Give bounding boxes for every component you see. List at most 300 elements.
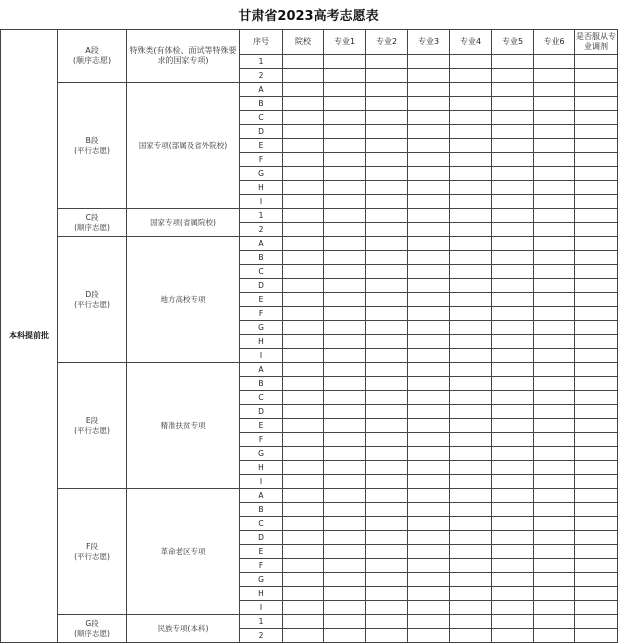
major-input-cell[interactable] (534, 237, 575, 251)
major-input-cell[interactable] (366, 279, 408, 293)
major-input-cell[interactable] (324, 321, 366, 335)
major-input-cell[interactable] (366, 461, 408, 475)
major-input-cell[interactable] (534, 223, 575, 237)
major-input-cell[interactable] (366, 363, 408, 377)
major-input-cell[interactable] (408, 209, 450, 223)
major-input-cell[interactable] (366, 223, 408, 237)
major-input-cell[interactable] (366, 195, 408, 209)
major-input-cell[interactable] (324, 139, 366, 153)
major-input-cell[interactable] (324, 55, 366, 69)
major-input-cell[interactable] (324, 335, 366, 349)
major-input-cell[interactable] (492, 475, 534, 489)
major-input-cell[interactable] (492, 503, 534, 517)
school-input-cell[interactable] (283, 391, 324, 405)
major-input-cell[interactable] (324, 237, 366, 251)
major-input-cell[interactable] (366, 489, 408, 503)
major-input-cell[interactable] (366, 573, 408, 587)
major-input-cell[interactable] (450, 377, 492, 391)
major-input-cell[interactable] (450, 559, 492, 573)
major-input-cell[interactable] (534, 475, 575, 489)
major-input-cell[interactable] (324, 223, 366, 237)
major-input-cell[interactable] (492, 139, 534, 153)
adjust-input-cell[interactable] (575, 503, 618, 517)
adjust-input-cell[interactable] (575, 251, 618, 265)
major-input-cell[interactable] (450, 587, 492, 601)
major-input-cell[interactable] (534, 69, 575, 83)
major-input-cell[interactable] (534, 349, 575, 363)
major-input-cell[interactable] (450, 475, 492, 489)
major-input-cell[interactable] (492, 111, 534, 125)
major-input-cell[interactable] (366, 587, 408, 601)
major-input-cell[interactable] (324, 111, 366, 125)
school-input-cell[interactable] (283, 503, 324, 517)
school-input-cell[interactable] (283, 251, 324, 265)
school-input-cell[interactable] (283, 629, 324, 643)
major-input-cell[interactable] (450, 55, 492, 69)
major-input-cell[interactable] (450, 335, 492, 349)
major-input-cell[interactable] (492, 251, 534, 265)
adjust-input-cell[interactable] (575, 447, 618, 461)
major-input-cell[interactable] (408, 363, 450, 377)
major-input-cell[interactable] (534, 391, 575, 405)
adjust-input-cell[interactable] (575, 489, 618, 503)
adjust-input-cell[interactable] (575, 461, 618, 475)
major-input-cell[interactable] (450, 181, 492, 195)
school-input-cell[interactable] (283, 125, 324, 139)
major-input-cell[interactable] (324, 545, 366, 559)
major-input-cell[interactable] (408, 447, 450, 461)
adjust-input-cell[interactable] (575, 363, 618, 377)
major-input-cell[interactable] (408, 139, 450, 153)
major-input-cell[interactable] (324, 251, 366, 265)
major-input-cell[interactable] (492, 377, 534, 391)
major-input-cell[interactable] (408, 55, 450, 69)
school-input-cell[interactable] (283, 559, 324, 573)
major-input-cell[interactable] (534, 209, 575, 223)
major-input-cell[interactable] (450, 139, 492, 153)
major-input-cell[interactable] (366, 209, 408, 223)
major-input-cell[interactable] (492, 629, 534, 643)
major-input-cell[interactable] (324, 559, 366, 573)
major-input-cell[interactable] (492, 167, 534, 181)
school-input-cell[interactable] (283, 405, 324, 419)
major-input-cell[interactable] (534, 531, 575, 545)
adjust-input-cell[interactable] (575, 279, 618, 293)
major-input-cell[interactable] (366, 265, 408, 279)
major-input-cell[interactable] (324, 181, 366, 195)
major-input-cell[interactable] (534, 503, 575, 517)
major-input-cell[interactable] (324, 433, 366, 447)
major-input-cell[interactable] (450, 601, 492, 615)
school-input-cell[interactable] (283, 615, 324, 629)
major-input-cell[interactable] (366, 349, 408, 363)
major-input-cell[interactable] (492, 349, 534, 363)
major-input-cell[interactable] (450, 83, 492, 97)
major-input-cell[interactable] (534, 517, 575, 531)
major-input-cell[interactable] (534, 55, 575, 69)
major-input-cell[interactable] (534, 377, 575, 391)
adjust-input-cell[interactable] (575, 69, 618, 83)
major-input-cell[interactable] (492, 69, 534, 83)
major-input-cell[interactable] (408, 377, 450, 391)
major-input-cell[interactable] (366, 391, 408, 405)
school-input-cell[interactable] (283, 195, 324, 209)
school-input-cell[interactable] (283, 167, 324, 181)
major-input-cell[interactable] (408, 125, 450, 139)
major-input-cell[interactable] (492, 265, 534, 279)
major-input-cell[interactable] (534, 405, 575, 419)
major-input-cell[interactable] (534, 125, 575, 139)
major-input-cell[interactable] (492, 97, 534, 111)
major-input-cell[interactable] (534, 181, 575, 195)
adjust-input-cell[interactable] (575, 629, 618, 643)
major-input-cell[interactable] (450, 307, 492, 321)
major-input-cell[interactable] (366, 167, 408, 181)
major-input-cell[interactable] (366, 545, 408, 559)
adjust-input-cell[interactable] (575, 125, 618, 139)
major-input-cell[interactable] (324, 97, 366, 111)
major-input-cell[interactable] (450, 167, 492, 181)
major-input-cell[interactable] (534, 601, 575, 615)
major-input-cell[interactable] (450, 111, 492, 125)
major-input-cell[interactable] (324, 615, 366, 629)
major-input-cell[interactable] (366, 153, 408, 167)
school-input-cell[interactable] (283, 531, 324, 545)
major-input-cell[interactable] (492, 223, 534, 237)
major-input-cell[interactable] (366, 293, 408, 307)
major-input-cell[interactable] (450, 531, 492, 545)
school-input-cell[interactable] (283, 433, 324, 447)
major-input-cell[interactable] (450, 363, 492, 377)
major-input-cell[interactable] (408, 545, 450, 559)
school-input-cell[interactable] (283, 363, 324, 377)
major-input-cell[interactable] (324, 447, 366, 461)
adjust-input-cell[interactable] (575, 139, 618, 153)
major-input-cell[interactable] (450, 153, 492, 167)
adjust-input-cell[interactable] (575, 55, 618, 69)
major-input-cell[interactable] (534, 335, 575, 349)
major-input-cell[interactable] (450, 391, 492, 405)
major-input-cell[interactable] (450, 265, 492, 279)
major-input-cell[interactable] (408, 503, 450, 517)
major-input-cell[interactable] (450, 629, 492, 643)
major-input-cell[interactable] (492, 559, 534, 573)
school-input-cell[interactable] (283, 55, 324, 69)
major-input-cell[interactable] (324, 391, 366, 405)
major-input-cell[interactable] (324, 69, 366, 83)
major-input-cell[interactable] (408, 265, 450, 279)
school-input-cell[interactable] (283, 517, 324, 531)
major-input-cell[interactable] (450, 461, 492, 475)
adjust-input-cell[interactable] (575, 97, 618, 111)
school-input-cell[interactable] (283, 223, 324, 237)
major-input-cell[interactable] (492, 321, 534, 335)
school-input-cell[interactable] (283, 97, 324, 111)
school-input-cell[interactable] (283, 181, 324, 195)
adjust-input-cell[interactable] (575, 587, 618, 601)
major-input-cell[interactable] (492, 573, 534, 587)
adjust-input-cell[interactable] (575, 83, 618, 97)
major-input-cell[interactable] (492, 83, 534, 97)
major-input-cell[interactable] (366, 601, 408, 615)
adjust-input-cell[interactable] (575, 167, 618, 181)
adjust-input-cell[interactable] (575, 153, 618, 167)
major-input-cell[interactable] (492, 293, 534, 307)
major-input-cell[interactable] (408, 167, 450, 181)
major-input-cell[interactable] (534, 419, 575, 433)
major-input-cell[interactable] (492, 195, 534, 209)
major-input-cell[interactable] (408, 97, 450, 111)
major-input-cell[interactable] (324, 167, 366, 181)
adjust-input-cell[interactable] (575, 391, 618, 405)
major-input-cell[interactable] (492, 405, 534, 419)
major-input-cell[interactable] (408, 531, 450, 545)
major-input-cell[interactable] (534, 321, 575, 335)
major-input-cell[interactable] (366, 237, 408, 251)
major-input-cell[interactable] (450, 223, 492, 237)
adjust-input-cell[interactable] (575, 531, 618, 545)
major-input-cell[interactable] (450, 573, 492, 587)
major-input-cell[interactable] (366, 517, 408, 531)
major-input-cell[interactable] (408, 559, 450, 573)
major-input-cell[interactable] (450, 433, 492, 447)
major-input-cell[interactable] (450, 209, 492, 223)
major-input-cell[interactable] (366, 475, 408, 489)
major-input-cell[interactable] (492, 517, 534, 531)
major-input-cell[interactable] (366, 335, 408, 349)
major-input-cell[interactable] (408, 181, 450, 195)
major-input-cell[interactable] (366, 181, 408, 195)
adjust-input-cell[interactable] (575, 433, 618, 447)
major-input-cell[interactable] (534, 279, 575, 293)
major-input-cell[interactable] (450, 321, 492, 335)
major-input-cell[interactable] (366, 307, 408, 321)
major-input-cell[interactable] (408, 279, 450, 293)
adjust-input-cell[interactable] (575, 111, 618, 125)
major-input-cell[interactable] (324, 461, 366, 475)
adjust-input-cell[interactable] (575, 195, 618, 209)
major-input-cell[interactable] (450, 279, 492, 293)
major-input-cell[interactable] (366, 55, 408, 69)
major-input-cell[interactable] (408, 111, 450, 125)
major-input-cell[interactable] (408, 237, 450, 251)
adjust-input-cell[interactable] (575, 559, 618, 573)
major-input-cell[interactable] (408, 573, 450, 587)
major-input-cell[interactable] (492, 447, 534, 461)
major-input-cell[interactable] (534, 559, 575, 573)
major-input-cell[interactable] (492, 587, 534, 601)
major-input-cell[interactable] (408, 69, 450, 83)
school-input-cell[interactable] (283, 587, 324, 601)
major-input-cell[interactable] (534, 489, 575, 503)
major-input-cell[interactable] (324, 405, 366, 419)
major-input-cell[interactable] (408, 307, 450, 321)
school-input-cell[interactable] (283, 377, 324, 391)
adjust-input-cell[interactable] (575, 307, 618, 321)
major-input-cell[interactable] (324, 265, 366, 279)
major-input-cell[interactable] (408, 461, 450, 475)
school-input-cell[interactable] (283, 69, 324, 83)
major-input-cell[interactable] (408, 475, 450, 489)
adjust-input-cell[interactable] (575, 349, 618, 363)
major-input-cell[interactable] (324, 573, 366, 587)
major-input-cell[interactable] (408, 335, 450, 349)
major-input-cell[interactable] (324, 475, 366, 489)
school-input-cell[interactable] (283, 489, 324, 503)
school-input-cell[interactable] (283, 293, 324, 307)
major-input-cell[interactable] (408, 433, 450, 447)
major-input-cell[interactable] (492, 433, 534, 447)
major-input-cell[interactable] (408, 195, 450, 209)
major-input-cell[interactable] (450, 419, 492, 433)
major-input-cell[interactable] (450, 293, 492, 307)
adjust-input-cell[interactable] (575, 293, 618, 307)
major-input-cell[interactable] (492, 615, 534, 629)
major-input-cell[interactable] (324, 587, 366, 601)
major-input-cell[interactable] (534, 587, 575, 601)
major-input-cell[interactable] (492, 545, 534, 559)
major-input-cell[interactable] (324, 83, 366, 97)
major-input-cell[interactable] (366, 433, 408, 447)
major-input-cell[interactable] (366, 321, 408, 335)
major-input-cell[interactable] (450, 125, 492, 139)
school-input-cell[interactable] (283, 265, 324, 279)
major-input-cell[interactable] (366, 377, 408, 391)
adjust-input-cell[interactable] (575, 573, 618, 587)
major-input-cell[interactable] (492, 181, 534, 195)
major-input-cell[interactable] (450, 97, 492, 111)
major-input-cell[interactable] (366, 69, 408, 83)
major-input-cell[interactable] (450, 349, 492, 363)
adjust-input-cell[interactable] (575, 209, 618, 223)
major-input-cell[interactable] (492, 237, 534, 251)
major-input-cell[interactable] (534, 153, 575, 167)
adjust-input-cell[interactable] (575, 335, 618, 349)
major-input-cell[interactable] (450, 195, 492, 209)
major-input-cell[interactable] (324, 377, 366, 391)
major-input-cell[interactable] (408, 153, 450, 167)
major-input-cell[interactable] (408, 405, 450, 419)
major-input-cell[interactable] (408, 489, 450, 503)
school-input-cell[interactable] (283, 601, 324, 615)
major-input-cell[interactable] (534, 97, 575, 111)
major-input-cell[interactable] (366, 405, 408, 419)
school-input-cell[interactable] (283, 209, 324, 223)
major-input-cell[interactable] (534, 461, 575, 475)
adjust-input-cell[interactable] (575, 377, 618, 391)
major-input-cell[interactable] (450, 503, 492, 517)
school-input-cell[interactable] (283, 237, 324, 251)
major-input-cell[interactable] (534, 629, 575, 643)
adjust-input-cell[interactable] (575, 615, 618, 629)
major-input-cell[interactable] (408, 615, 450, 629)
school-input-cell[interactable] (283, 447, 324, 461)
major-input-cell[interactable] (450, 615, 492, 629)
major-input-cell[interactable] (366, 251, 408, 265)
major-input-cell[interactable] (408, 601, 450, 615)
major-input-cell[interactable] (492, 489, 534, 503)
major-input-cell[interactable] (324, 419, 366, 433)
major-input-cell[interactable] (324, 279, 366, 293)
adjust-input-cell[interactable] (575, 475, 618, 489)
major-input-cell[interactable] (534, 265, 575, 279)
major-input-cell[interactable] (492, 601, 534, 615)
major-input-cell[interactable] (408, 587, 450, 601)
adjust-input-cell[interactable] (575, 419, 618, 433)
major-input-cell[interactable] (366, 111, 408, 125)
major-input-cell[interactable] (408, 517, 450, 531)
major-input-cell[interactable] (534, 195, 575, 209)
major-input-cell[interactable] (324, 195, 366, 209)
major-input-cell[interactable] (366, 97, 408, 111)
major-input-cell[interactable] (492, 531, 534, 545)
major-input-cell[interactable] (534, 447, 575, 461)
major-input-cell[interactable] (408, 419, 450, 433)
major-input-cell[interactable] (408, 223, 450, 237)
major-input-cell[interactable] (324, 293, 366, 307)
major-input-cell[interactable] (534, 83, 575, 97)
major-input-cell[interactable] (366, 503, 408, 517)
major-input-cell[interactable] (492, 335, 534, 349)
school-input-cell[interactable] (283, 139, 324, 153)
major-input-cell[interactable] (492, 461, 534, 475)
major-input-cell[interactable] (492, 391, 534, 405)
major-input-cell[interactable] (492, 153, 534, 167)
major-input-cell[interactable] (450, 251, 492, 265)
major-input-cell[interactable] (324, 363, 366, 377)
major-input-cell[interactable] (492, 125, 534, 139)
major-input-cell[interactable] (324, 125, 366, 139)
school-input-cell[interactable] (283, 307, 324, 321)
school-input-cell[interactable] (283, 153, 324, 167)
adjust-input-cell[interactable] (575, 545, 618, 559)
major-input-cell[interactable] (534, 433, 575, 447)
major-input-cell[interactable] (450, 237, 492, 251)
major-input-cell[interactable] (366, 559, 408, 573)
major-input-cell[interactable] (324, 517, 366, 531)
school-input-cell[interactable] (283, 321, 324, 335)
major-input-cell[interactable] (408, 251, 450, 265)
major-input-cell[interactable] (492, 55, 534, 69)
adjust-input-cell[interactable] (575, 265, 618, 279)
school-input-cell[interactable] (283, 475, 324, 489)
major-input-cell[interactable] (534, 615, 575, 629)
major-input-cell[interactable] (324, 503, 366, 517)
major-input-cell[interactable] (408, 349, 450, 363)
major-input-cell[interactable] (324, 489, 366, 503)
major-input-cell[interactable] (408, 321, 450, 335)
major-input-cell[interactable] (534, 363, 575, 377)
major-input-cell[interactable] (408, 629, 450, 643)
major-input-cell[interactable] (324, 153, 366, 167)
adjust-input-cell[interactable] (575, 223, 618, 237)
major-input-cell[interactable] (366, 531, 408, 545)
school-input-cell[interactable] (283, 349, 324, 363)
major-input-cell[interactable] (492, 209, 534, 223)
major-input-cell[interactable] (534, 573, 575, 587)
school-input-cell[interactable] (283, 573, 324, 587)
school-input-cell[interactable] (283, 83, 324, 97)
major-input-cell[interactable] (366, 615, 408, 629)
major-input-cell[interactable] (492, 279, 534, 293)
major-input-cell[interactable] (450, 517, 492, 531)
major-input-cell[interactable] (492, 307, 534, 321)
major-input-cell[interactable] (366, 629, 408, 643)
major-input-cell[interactable] (534, 139, 575, 153)
major-input-cell[interactable] (450, 489, 492, 503)
school-input-cell[interactable] (283, 335, 324, 349)
school-input-cell[interactable] (283, 111, 324, 125)
